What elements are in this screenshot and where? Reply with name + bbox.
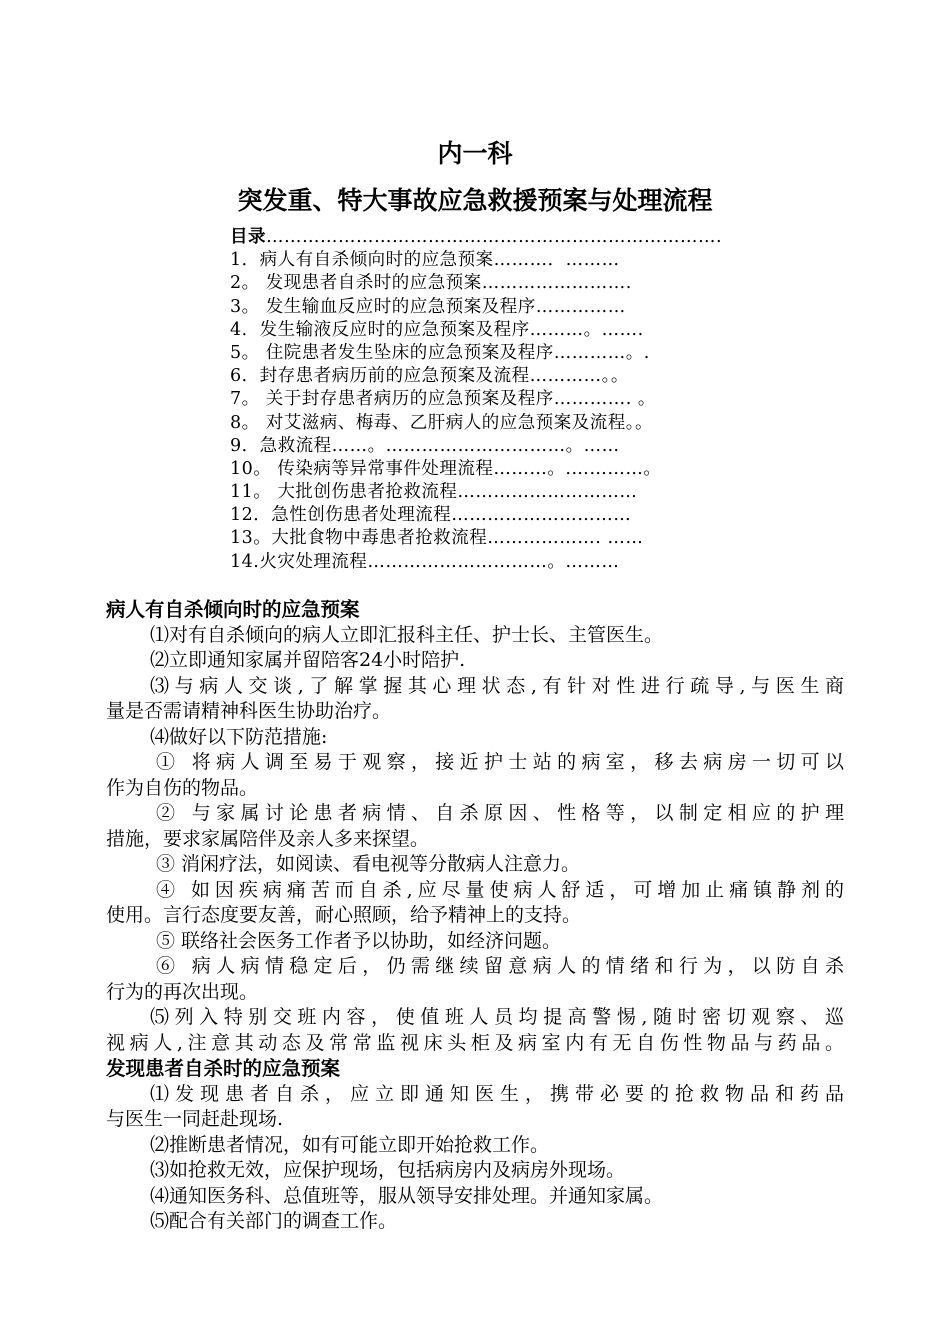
paragraph-line: ② 与家属讨论患者病情、自杀原因、性格等，以制定相应的护理 (156, 802, 844, 824)
toc-item: 12．急性创伤患者处理流程………………………… (230, 505, 632, 526)
section-heading: 发现患者自杀时的应急预案 (106, 1057, 341, 1080)
paragraph-line: 作为自伤的物品。 (106, 776, 259, 799)
toc-item: 11。 大批创伤患者抢救流程………………………… (230, 482, 638, 503)
paragraph-line: ⑥ 病人病情稳定后，仍需继续留意病人的情绪和行为，以防自杀 (156, 955, 844, 977)
main-title: 突发重、特大事故应急救援预案与处理流程 (237, 186, 713, 215)
paragraph-line: ⑷做好以下防范措施: (150, 725, 328, 748)
paragraph-line: ④ 如因疾病痛苦而自杀,应尽量使病人舒适，可增加止痛镇静剂的 (156, 878, 844, 901)
document-body (106, 597, 844, 1235)
paragraph-line: ⑵立即通知家属并留陪客24小时陪护. (150, 649, 466, 671)
toc-item: 8。 对艾滋病、梅毒、乙肝病人的应急预案及流程。。 (230, 412, 653, 433)
toc-item: 6．封存患者病历前的应急预案及流程…………。。 (230, 366, 629, 387)
paragraph-line: 措施，要求家属陪伴及亲人多来探望。 (106, 827, 430, 850)
paragraph-line: ⑸配合有关部门的调查工作。 (150, 1210, 398, 1232)
paragraph-line: ⑴对有自杀倾向的病人立即汇报科主任、护士长、主管医生。 (150, 623, 664, 646)
toc-heading-dots: …………………………………………………………………. (266, 227, 723, 247)
paragraph-line: ③ 消闲疗法，如阅读、看电视等分散病人注意力。 (156, 853, 581, 875)
paragraph-line: 行为的再次出现。 (106, 980, 259, 1003)
toc-heading: 目录 (230, 227, 266, 247)
toc-item: 10。 传染病等异常事件处理流程………。.…………。 (230, 458, 662, 479)
paragraph-line: ⑶与病人交谈,了解掌握其心理状态,有针对性进行疏导,与医生商 (150, 674, 844, 697)
paragraph-line: ① 将病人调至易于观察，接近护士站的病室，移去病房一切可以 (156, 751, 844, 773)
section-heading: 病人有自杀倾向时的应急预案 (106, 598, 360, 621)
toc-item: 3。 发生输血反应时的应急预案及程序…………… (230, 296, 626, 317)
toc-item: 1．病人有自杀倾向时的应急预案………．……… (230, 250, 620, 271)
paragraph-line: 与医生一同赶赴现场. (106, 1108, 284, 1130)
toc-item: 7。 关于封存患者病历的应急预案及程序…………. 。 (230, 389, 656, 410)
toc-item: 5。 住院患者发生坠床的应急预案及程序…………。. (230, 342, 650, 363)
paragraph-line: ⑵推断患者情况，如有可能立即开始抢救工作。 (150, 1133, 550, 1156)
paragraph-line: ⑷通知医务科、总值班等，服从领导安排处理。并通知家属。 (150, 1184, 664, 1207)
toc-item: 4．发生输液反应时的应急预案及程序………。……. (230, 319, 644, 340)
department-title: 内一科 (437, 139, 513, 168)
paragraph-line: 视病人,注意其动态及常常监视床头柜及病室内有无自伤性物品与药品。 (106, 1031, 844, 1054)
toc-item: 2。 发现患者自杀时的应急预案……………………. (230, 273, 632, 294)
paragraph-line: 使用。言行态度要友善，耐心照顾，给予精神上的支持。 (106, 904, 582, 926)
paragraph-line: ⑤ 联络社会医务工作者予以协助，如经济问题。 (156, 929, 562, 952)
paragraph-line: 量是否需请精神科医生协助治疗。 (106, 700, 392, 722)
toc-item: 9．急救流程……。…………………………。…… (230, 435, 620, 456)
toc-item: 13。大批食物中毒患者抢救流程………………. …… (230, 528, 644, 549)
toc-item: 14.火灾处理流程…………………………。……… (230, 551, 620, 572)
paragraph-line: ⑴发现患者自杀，应立即通知医生，携带必要的抢救物品和药品 (150, 1082, 844, 1105)
toc-heading-line (230, 226, 830, 249)
table-of-contents (230, 226, 830, 574)
paragraph-line: ⑶如抢救无效，应保护现场，包括病房内及病房外现场。 (150, 1159, 626, 1181)
paragraph-line: ⑸列入特别交班内容，使值班人员均提高警惕,随时密切观察、巡 (150, 1006, 844, 1028)
